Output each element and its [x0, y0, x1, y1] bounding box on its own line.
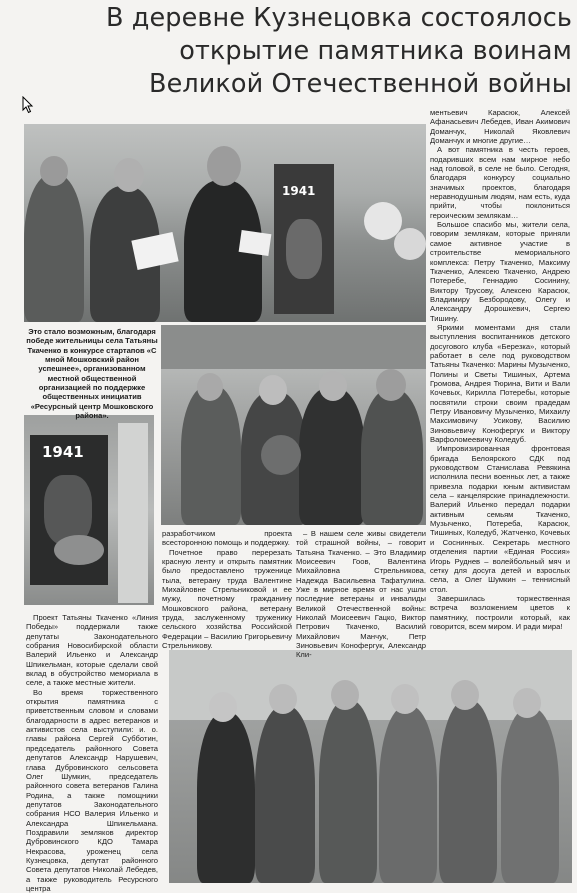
paragraph: Во время торжественного открытия памятника с приветственным словом и словами благодарности в адрес ветеранов и активистов села выступили: и. о. главы района Сергей Субботин, председатель районного Совета депутатов Александр Нарушевич, глава Дубровинского сельсовета Олег Шумкин, председатель районного совета ветеранов Галина Родина, а также помощники депутатов Законодательного собрания НСО Валерия Ильенко и Александра Шпикельмана. Поздравили земляков директор Дубровинского КДО Тамара Некрасова, уроженец села Кузнецовка, депутат районного Совета депутатов Николай Лебедев, а также руководитель Ресурсного центра	[26, 687, 158, 893]
left-column	[26, 613, 158, 893]
paragraph: ментьевич Карасюк, Алексей Афанасьевич Лебедев, Иван Акимович Доманчук, Николай Яковлевич Доманчук и многие другие…	[430, 108, 570, 146]
paragraph: Проект Татьяны Ткаченко «Линия Победы» поддержали также депутаты Законодательного собрания Новосибирской области Валерий Ильенко и Александр Шпикельман, которые сделали свой вклад в обустройство мемориала в селе, а также местные жители.	[26, 613, 158, 688]
middle-column	[162, 529, 292, 650]
photo-caption	[26, 327, 158, 420]
mouse-cursor-icon	[22, 96, 34, 114]
memorial-year-label-2: 1941	[42, 443, 84, 461]
right-column	[430, 108, 570, 631]
article-headline	[60, 2, 572, 101]
headline-line-3: Великой Отечественной войны	[148, 69, 572, 99]
paragraph: Большое спасибо мы, жители села, говорим землякам, которые приняли самое активное участие в строительстве мемориального комплекса: Петру Ткаченко, Максиму Ткаченко, Алексею Ткаченко, Андрею Потеребе, Геннадию Сосинину, Виктору Трусову, Алексею Карасюк, Владимиру Безбородову, Олегу и Александру Дорошкевич, Сергею Тишину.	[430, 220, 570, 323]
caption-text: Это стало возможным, благодаря победе жительницы села Татьяны Ткаченко в конкурсе стартапов «С мной Мошковский район успешнее», организованном местной общественной организацией по поддержке общественных инициатив «Ресурсный центр Мошковского района».	[26, 327, 158, 421]
paragraph: Импровизированная фронтовая бригада Белоярского СДК под руководством Станислава Ревякина исполнила песни военных лет, а также привезла подарки юным активистам села – канцелярские принадлежности. Валерий Ильенко передал подарки активным семьям Ткаченко, Музыченко, Потереба, Карасюк, Тишиных, Коледуб, Жатченко, Кочевых и Соснинных. Секретарь местного отделения партии «Единая Россия» Игорь Руднев – волейбольный мяч и сетку для досуга детей и взрослых села, а Олег Шумкин – теннисный стол.	[430, 444, 570, 594]
paragraph: А вот памятника в честь героев, подаривших всем нам мирное небо над головой, в селе не было. Сегодня, благодаря конкурсу социально значимых проектов, благодаря неравнодушным людям, нам есть, куда прийти, чтобы поклониться героическим землякам…	[430, 145, 570, 220]
photo-folk-choir	[169, 650, 572, 883]
paragraph: разработчиком проекта всесторонною помощь и поддержку.	[162, 529, 292, 548]
photo-memorial-plaque	[24, 415, 154, 605]
paragraph: – В нашем селе живы свидетели той страшной войны, – говорит Татьяна Ткаченко. – Это Владимир Моисеевич Гоов, Валентина Михайловна Стрельникова, Надежда Васильевна Тафатулина. Уже в мирное время от нас ушли последние ветераны и инвалиды Великой Отечественной войны: Николай Моисеевич Гацко, Виктор Петрович Ткаченко, Василий Михайлович Манчук, Петр Зиновьевич Конофергук, Александр Кли-	[296, 529, 426, 660]
right-middle-column	[296, 529, 426, 660]
headline-line-1: В деревне Кузнецовка состоялось	[105, 3, 572, 33]
paragraph: Завершилась торжественная встреча возложением цветов к памятнику, построили который, как говорится, всем миром. И ради мира!	[430, 593, 570, 631]
headline-line-2: открытие памятника воинам	[179, 36, 572, 66]
memorial-year-label: 1941	[282, 184, 316, 198]
photo-veterans-seated	[161, 325, 426, 525]
paragraph: Яркими моментами дня стали выступления воспитанников детского досугового клуба «Березка», который работает в селе под руководством Татьяны Ткаченко: Марины Музыченко, Полины и Светы Тишиных, Артема Громова, Андрея Тюрина, Вити и Вали Кочевых, Кирилла Потеребы, которые посвятили строки своим прадедам Петру Ивановичу Музыченко, Михаилу Максимовичу Усикову, Василию Зиновьевичу Конофергук и Виктору Варфоломеевичу Коледуб.	[430, 322, 570, 445]
paragraph: Почетное право перерезать красную ленту и открыть памятник было предоставлено труженице тыла, ветерану труда Валентине Михайловне Стрельниковой и ее мужу, почетному гражданину Мошковского района, ветерану труда, заслуженному труженику сельского хозяйства Российской Федерации – Василию Григорьевичу Стрельникову.	[162, 547, 292, 651]
photo-speaker-at-memorial	[24, 124, 426, 322]
